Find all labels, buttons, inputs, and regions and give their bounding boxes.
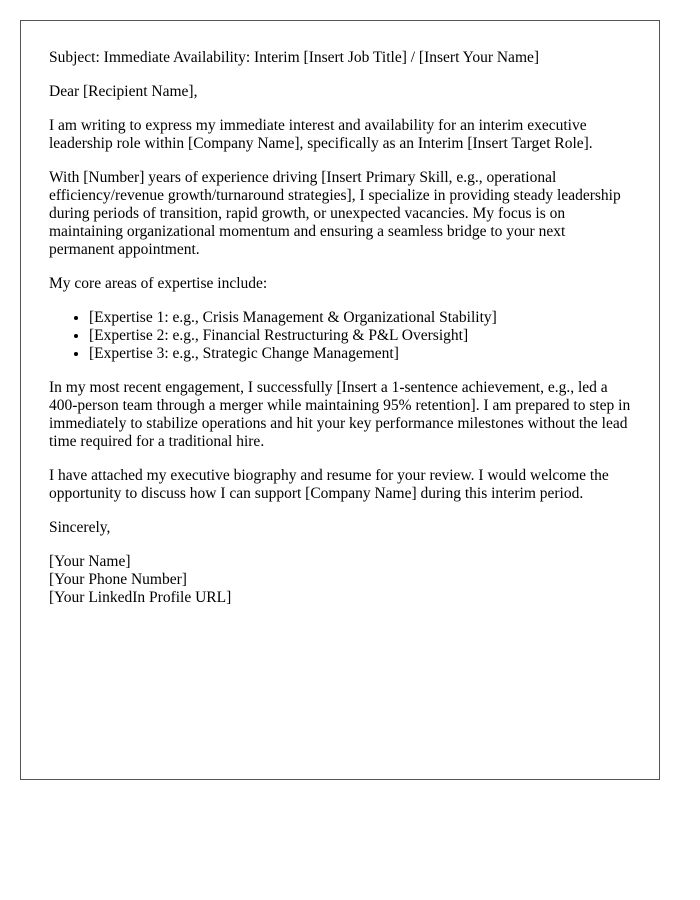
achievement-paragraph: In my most recent engagement, I successfully [Insert a 1-sentence achievement, e.g., led a 400-person team through a merger while maintaining 95% retention]. I am prepared to step in immediately to stabilize operations and hit your key performance milestones without the lead time required for a traditional hire. <box>49 379 631 450</box>
signature-name: [Your Name] <box>49 553 131 570</box>
signature-linkedin: [Your LinkedIn Profile URL] <box>49 589 232 606</box>
expertise-list <box>49 309 631 363</box>
intro-paragraph: I am writing to express my immediate interest and availability for an interim executive leadership role within [Company Name], specifically as an Interim [Insert Target Role]. <box>49 117 593 152</box>
letter-page <box>20 20 660 780</box>
signature-phone: [Your Phone Number] <box>49 571 187 588</box>
experience-paragraph: With [Number] years of experience driving [Insert Primary Skill, e.g., operational efficiency/revenue growth/turnaround strategies], I specialize in providing steady leadership during periods of transition, rapid growth, or unexpected vacancies. My focus is on maintaining organizational momentum and ensuring a seamless bridge to your next permanent appointment. <box>49 169 621 258</box>
signature-block <box>49 553 631 607</box>
closing: Sincerely, <box>49 519 111 536</box>
expertise-item: • [Expertise 2: e.g., Financial Restructuring & P&L Oversight] <box>89 327 631 345</box>
expertise-intro: My core areas of expertise include: <box>49 275 268 292</box>
salutation: Dear [Recipient Name], <box>49 83 198 100</box>
expertise-item: • [Expertise 3: e.g., Strategic Change Management] <box>89 345 631 363</box>
closing-paragraph: I have attached my executive biography and resume for your review. I would welcome the opportunity to discuss how I can support [Company Name] during this interim period. <box>49 467 609 502</box>
subject-line: Subject: Immediate Availability: Interim [Insert Job Title] / [Insert Your Name] <box>49 49 540 66</box>
expertise-item: • [Expertise 1: e.g., Crisis Management & Organizational Stability] <box>89 309 631 327</box>
